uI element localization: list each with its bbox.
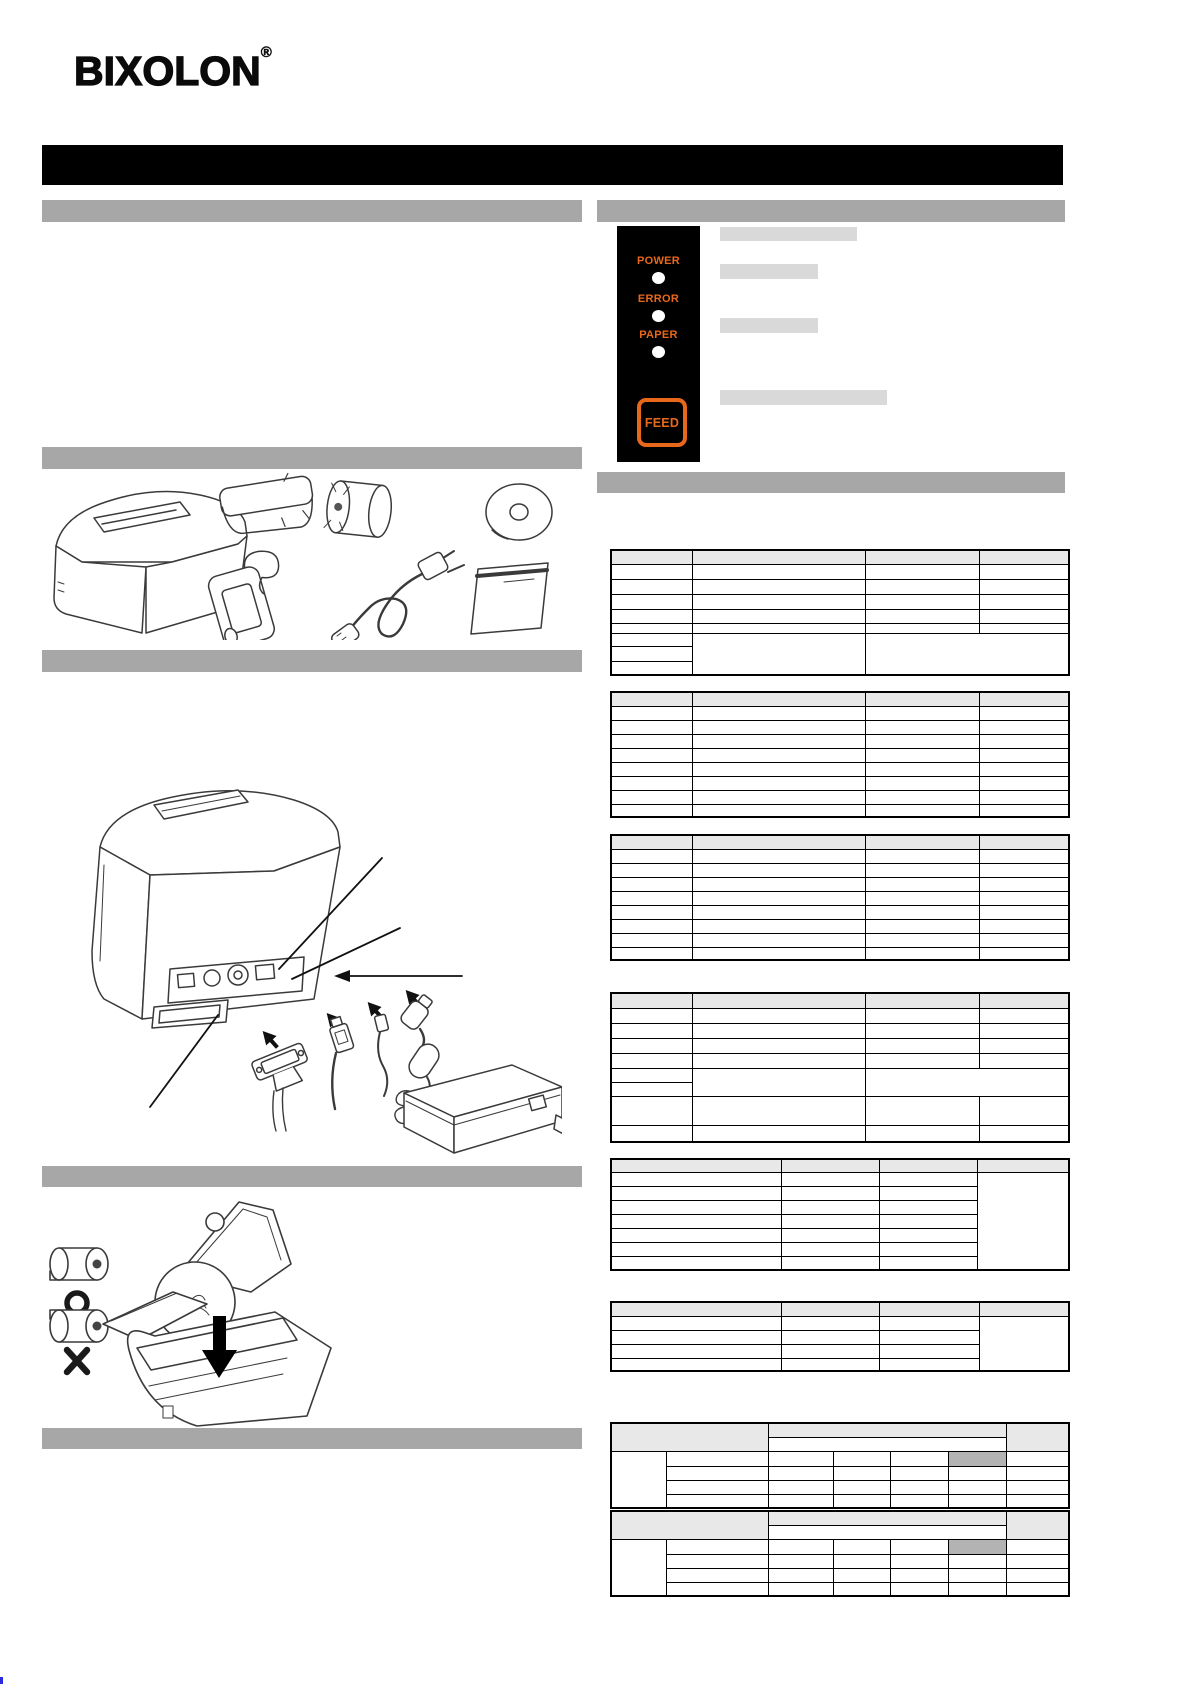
unboxing-items-illustration bbox=[42, 470, 557, 640]
table-cell bbox=[865, 905, 979, 919]
table-cell bbox=[781, 1256, 879, 1270]
table-cell bbox=[692, 564, 865, 579]
table-cell bbox=[833, 1582, 890, 1596]
table-cell bbox=[768, 1525, 1006, 1539]
drawer-cable-illustration bbox=[374, 1014, 389, 1096]
table-header-cell bbox=[692, 835, 865, 849]
table-cell bbox=[879, 1186, 977, 1200]
table-cell bbox=[666, 1466, 768, 1480]
table-cell bbox=[666, 1554, 768, 1568]
table-cell bbox=[1006, 1582, 1069, 1596]
plug-direction-arrow-icon bbox=[257, 1026, 282, 1052]
power-cord-illustration bbox=[330, 551, 464, 640]
table-cell bbox=[666, 1494, 768, 1508]
table-header-cell bbox=[979, 835, 1069, 849]
table-cell bbox=[611, 776, 692, 790]
table-cell bbox=[979, 776, 1069, 790]
table-cell bbox=[833, 1466, 890, 1480]
table-cell bbox=[865, 933, 979, 947]
table-cell bbox=[781, 1358, 879, 1371]
table-cell bbox=[979, 947, 1069, 960]
table-cell bbox=[692, 933, 865, 947]
table-cell bbox=[1006, 1568, 1069, 1582]
table-cell bbox=[879, 1344, 979, 1358]
table-cell bbox=[1006, 1539, 1069, 1554]
table-cell bbox=[611, 594, 692, 609]
table-cell bbox=[611, 1330, 781, 1344]
open-printer-illustration bbox=[103, 1202, 331, 1426]
table-cell bbox=[611, 1451, 666, 1508]
table-cell bbox=[768, 1466, 833, 1480]
scan-artifact-mark bbox=[0, 1677, 3, 1684]
table-cell bbox=[865, 776, 979, 790]
table-header-cell bbox=[611, 993, 692, 1008]
table-cell bbox=[879, 1228, 977, 1242]
table-cell bbox=[781, 1186, 879, 1200]
table-cell bbox=[611, 1256, 781, 1270]
table-cell bbox=[977, 1172, 1069, 1270]
table-cell bbox=[692, 863, 865, 877]
table-header-cell bbox=[979, 550, 1069, 564]
table-header-cell bbox=[865, 692, 979, 706]
matrix-table-2 bbox=[610, 1510, 1070, 1597]
table-cell bbox=[1006, 1554, 1069, 1568]
spec-table-2 bbox=[610, 691, 1070, 818]
table-cell bbox=[666, 1539, 768, 1554]
table-cell bbox=[611, 1200, 781, 1214]
table-cell bbox=[692, 849, 865, 863]
table-cell bbox=[781, 1228, 879, 1242]
table-cell bbox=[879, 1316, 979, 1330]
table-cell bbox=[781, 1316, 879, 1330]
table-cell bbox=[692, 1096, 865, 1125]
table-cell bbox=[611, 762, 692, 776]
table-cell bbox=[833, 1451, 890, 1466]
table-cell bbox=[865, 1053, 979, 1068]
table-cell bbox=[890, 1466, 948, 1480]
table-cell bbox=[1006, 1451, 1069, 1466]
table-header-cell bbox=[879, 1302, 979, 1316]
paper-roll-illustration bbox=[324, 480, 394, 539]
table-header-cell bbox=[768, 1423, 1006, 1437]
table-cell bbox=[611, 564, 692, 579]
table-cell bbox=[692, 919, 865, 933]
table-cell bbox=[865, 579, 979, 594]
table-cell bbox=[611, 1068, 692, 1082]
table-cell bbox=[611, 1539, 666, 1596]
table-cell bbox=[890, 1539, 948, 1554]
table-header-cell bbox=[768, 1511, 1006, 1525]
redacted-text-bar bbox=[720, 264, 818, 279]
table-cell bbox=[865, 947, 979, 960]
table-cell bbox=[692, 579, 865, 594]
table-cell bbox=[979, 762, 1069, 776]
table-cell bbox=[611, 1038, 692, 1053]
table-cell bbox=[611, 1082, 692, 1096]
table-cell bbox=[979, 609, 1069, 623]
table-cell bbox=[979, 623, 1069, 633]
table-cell bbox=[979, 1053, 1069, 1068]
table-cell bbox=[692, 1053, 865, 1068]
table-header-cell bbox=[692, 550, 865, 564]
table-cell bbox=[879, 1172, 977, 1186]
rear-connection-illustration bbox=[42, 775, 562, 1165]
table-cell bbox=[611, 804, 692, 817]
paper-led-icon bbox=[652, 346, 665, 358]
table-cell bbox=[692, 891, 865, 905]
table-cell bbox=[865, 1096, 979, 1125]
table-cell bbox=[879, 1330, 979, 1344]
table-cell bbox=[692, 905, 865, 919]
table-cell bbox=[692, 762, 865, 776]
table-header-cell bbox=[611, 1302, 781, 1316]
table-header-cell bbox=[979, 1302, 1069, 1316]
title-bar bbox=[42, 145, 1063, 185]
error-led-label: ERROR bbox=[637, 293, 680, 305]
table-cell bbox=[611, 905, 692, 919]
section-header-bar bbox=[42, 1166, 582, 1187]
table-cell bbox=[611, 748, 692, 762]
table-cell bbox=[865, 748, 979, 762]
power-led-label: POWER bbox=[636, 255, 681, 267]
table-cell bbox=[833, 1480, 890, 1494]
power-led-icon bbox=[652, 272, 665, 284]
table-cell bbox=[865, 720, 979, 734]
table-highlight-cell bbox=[948, 1539, 1006, 1554]
table-cell bbox=[979, 905, 1069, 919]
table-cell bbox=[611, 661, 692, 675]
callout-arrowhead-icon bbox=[334, 970, 350, 982]
table-cell bbox=[781, 1330, 879, 1344]
table-cell bbox=[692, 633, 865, 675]
table-cell bbox=[692, 1008, 865, 1023]
usb-cable-illustration bbox=[327, 1015, 355, 1109]
table-cell bbox=[692, 748, 865, 762]
table-header-cell bbox=[611, 550, 692, 564]
table-cell bbox=[865, 919, 979, 933]
table-cell bbox=[879, 1200, 977, 1214]
table-header-cell bbox=[611, 1511, 768, 1539]
table-cell bbox=[781, 1214, 879, 1228]
table-cell bbox=[611, 1023, 692, 1038]
table-cell bbox=[611, 891, 692, 905]
table-cell bbox=[781, 1242, 879, 1256]
spec-table-5 bbox=[610, 1158, 1070, 1271]
table-cell bbox=[865, 891, 979, 905]
table-cell bbox=[865, 1068, 1069, 1096]
callout-line bbox=[150, 1015, 218, 1107]
table-cell bbox=[768, 1539, 833, 1554]
table-cell bbox=[979, 706, 1069, 720]
table-highlight-cell bbox=[948, 1451, 1006, 1466]
table-cell bbox=[833, 1554, 890, 1568]
table-header-cell bbox=[865, 550, 979, 564]
table-cell bbox=[611, 863, 692, 877]
table-cell bbox=[865, 623, 979, 633]
table-cell bbox=[865, 734, 979, 748]
table-cell bbox=[979, 594, 1069, 609]
table-cell bbox=[948, 1582, 1006, 1596]
table-cell bbox=[865, 609, 979, 623]
table-cell bbox=[865, 706, 979, 720]
table-cell bbox=[833, 1494, 890, 1508]
cd-illustration bbox=[486, 484, 552, 540]
redacted-text-bar bbox=[720, 390, 887, 405]
table-cell bbox=[768, 1480, 833, 1494]
table-cell bbox=[768, 1582, 833, 1596]
table-cell bbox=[865, 1125, 979, 1142]
paper-led-label: PAPER bbox=[639, 329, 678, 341]
table-cell bbox=[768, 1568, 833, 1582]
section-header-bar bbox=[42, 1428, 582, 1449]
registered-mark: ® bbox=[260, 44, 272, 61]
table-cell bbox=[611, 877, 692, 891]
table-cell bbox=[611, 579, 692, 594]
table-cell bbox=[979, 720, 1069, 734]
paper-roll-correct-icon bbox=[50, 1248, 108, 1280]
table-cell bbox=[611, 734, 692, 748]
section-header-bar bbox=[42, 200, 582, 222]
table-cell bbox=[781, 1200, 879, 1214]
table-cell bbox=[768, 1437, 1006, 1451]
table-cell bbox=[611, 1053, 692, 1068]
table-cell bbox=[611, 1125, 692, 1142]
table-cell bbox=[890, 1568, 948, 1582]
table-header-cell bbox=[865, 835, 979, 849]
table-cell bbox=[611, 1096, 692, 1125]
table-cell bbox=[768, 1451, 833, 1466]
table-cell bbox=[979, 1096, 1069, 1125]
printer-rear-illustration bbox=[92, 790, 340, 1028]
table-cell bbox=[979, 933, 1069, 947]
spec-table-4 bbox=[610, 992, 1070, 1143]
table-cell bbox=[692, 1125, 865, 1142]
redacted-text-bar bbox=[720, 227, 857, 241]
table-header-cell bbox=[979, 993, 1069, 1008]
table-cell bbox=[948, 1568, 1006, 1582]
table-header-cell bbox=[977, 1159, 1069, 1172]
table-cell bbox=[611, 1214, 781, 1228]
table-cell bbox=[979, 1316, 1069, 1371]
table-cell bbox=[979, 1023, 1069, 1038]
table-cell bbox=[890, 1451, 948, 1466]
table-cell bbox=[865, 877, 979, 891]
table-cell bbox=[865, 1008, 979, 1023]
table-cell bbox=[879, 1256, 977, 1270]
table-header-cell bbox=[611, 1423, 768, 1451]
table-cell bbox=[666, 1582, 768, 1596]
table-cell bbox=[611, 919, 692, 933]
table-cell bbox=[611, 933, 692, 947]
table-cell bbox=[890, 1494, 948, 1508]
matrix-table-1 bbox=[610, 1422, 1070, 1509]
table-cell bbox=[666, 1568, 768, 1582]
manual-illustration bbox=[471, 563, 548, 634]
table-cell bbox=[611, 646, 692, 661]
table-cell bbox=[1006, 1494, 1069, 1508]
table-cell bbox=[1006, 1466, 1069, 1480]
table-cell bbox=[692, 1038, 865, 1053]
table-cell bbox=[611, 1228, 781, 1242]
paper-roll-wrong-icon bbox=[50, 1310, 108, 1342]
table-cell bbox=[611, 720, 692, 734]
table-cell bbox=[1006, 1480, 1069, 1494]
table-cell bbox=[768, 1494, 833, 1508]
table-cell bbox=[879, 1358, 979, 1371]
table-cell bbox=[979, 919, 1069, 933]
table-cell bbox=[692, 947, 865, 960]
wrong-cross-icon bbox=[67, 1350, 87, 1372]
table-cell bbox=[979, 564, 1069, 579]
table-header-cell bbox=[692, 692, 865, 706]
section-header-bar bbox=[597, 200, 1065, 222]
table-cell bbox=[692, 720, 865, 734]
table-cell bbox=[692, 623, 865, 633]
table-cell bbox=[979, 734, 1069, 748]
top-cover-illustration bbox=[218, 470, 317, 539]
control-panel-illustration bbox=[617, 226, 700, 462]
table-cell bbox=[611, 790, 692, 804]
table-cell bbox=[768, 1554, 833, 1568]
table-cell bbox=[865, 1038, 979, 1053]
table-cell bbox=[692, 1023, 865, 1038]
table-cell bbox=[611, 1008, 692, 1023]
table-cell bbox=[692, 790, 865, 804]
table-cell bbox=[611, 1186, 781, 1200]
table-cell bbox=[948, 1494, 1006, 1508]
table-cell bbox=[692, 804, 865, 817]
table-cell bbox=[979, 748, 1069, 762]
table-header-cell bbox=[781, 1302, 879, 1316]
spec-table-3 bbox=[610, 834, 1070, 961]
error-led-icon bbox=[652, 310, 665, 322]
feed-button-illustration: FEED bbox=[637, 398, 687, 447]
table-cell bbox=[948, 1554, 1006, 1568]
table-cell bbox=[890, 1480, 948, 1494]
table-cell bbox=[692, 609, 865, 623]
table-header-cell bbox=[879, 1159, 977, 1172]
table-cell bbox=[611, 623, 692, 633]
table-cell bbox=[692, 877, 865, 891]
table-cell bbox=[865, 762, 979, 776]
table-header-cell bbox=[611, 835, 692, 849]
table-cell bbox=[879, 1214, 977, 1228]
paper-loading-illustration bbox=[45, 1200, 555, 1430]
table-cell bbox=[865, 849, 979, 863]
table-cell bbox=[781, 1172, 879, 1186]
table-header-cell bbox=[611, 692, 692, 706]
table-cell bbox=[979, 1008, 1069, 1023]
table-cell bbox=[979, 579, 1069, 594]
table-cell bbox=[979, 891, 1069, 905]
table-cell bbox=[692, 594, 865, 609]
table-header-cell bbox=[611, 1159, 781, 1172]
table-cell bbox=[611, 1344, 781, 1358]
section-header-bar bbox=[42, 447, 582, 469]
table-cell bbox=[865, 863, 979, 877]
table-cell bbox=[979, 863, 1069, 877]
table-cell bbox=[692, 706, 865, 720]
table-cell bbox=[865, 1023, 979, 1038]
redacted-text-bar bbox=[720, 318, 818, 333]
table-cell bbox=[979, 849, 1069, 863]
table-cell bbox=[666, 1451, 768, 1466]
table-cell bbox=[879, 1242, 977, 1256]
table-cell bbox=[611, 706, 692, 720]
table-cell bbox=[979, 804, 1069, 817]
table-cell bbox=[611, 849, 692, 863]
table-header-cell bbox=[979, 692, 1069, 706]
serial-cable-illustration bbox=[251, 1042, 315, 1131]
table-header-cell bbox=[1006, 1423, 1069, 1451]
table-header-cell bbox=[1006, 1511, 1069, 1539]
table-cell bbox=[865, 564, 979, 579]
table-cell bbox=[781, 1344, 879, 1358]
table-cell bbox=[979, 790, 1069, 804]
table-cell bbox=[979, 877, 1069, 891]
spec-table-6 bbox=[610, 1301, 1070, 1372]
table-cell bbox=[692, 776, 865, 790]
table-cell bbox=[865, 790, 979, 804]
table-cell bbox=[948, 1480, 1006, 1494]
table-cell bbox=[833, 1539, 890, 1554]
table-cell bbox=[979, 1038, 1069, 1053]
table-cell bbox=[611, 609, 692, 623]
table-cell bbox=[611, 1316, 781, 1330]
table-cell bbox=[833, 1568, 890, 1582]
section-header-bar bbox=[42, 650, 582, 672]
table-cell bbox=[865, 633, 1069, 675]
table-cell bbox=[890, 1554, 948, 1568]
table-cell bbox=[611, 1172, 781, 1186]
table-cell bbox=[692, 1068, 865, 1096]
logo-text: BIXOLON bbox=[74, 48, 261, 94]
table-cell bbox=[611, 947, 692, 960]
table-cell bbox=[666, 1480, 768, 1494]
spec-table-1 bbox=[610, 549, 1070, 676]
table-header-cell bbox=[781, 1159, 879, 1172]
table-cell bbox=[865, 804, 979, 817]
table-cell bbox=[890, 1582, 948, 1596]
table-cell bbox=[979, 1125, 1069, 1142]
table-header-cell bbox=[865, 993, 979, 1008]
table-cell bbox=[611, 1358, 781, 1371]
table-cell bbox=[948, 1466, 1006, 1480]
section-header-bar bbox=[597, 472, 1065, 493]
table-cell bbox=[611, 1242, 781, 1256]
table-header-cell bbox=[692, 993, 865, 1008]
table-cell bbox=[865, 594, 979, 609]
table-cell bbox=[692, 734, 865, 748]
bixolon-logo bbox=[74, 44, 272, 95]
table-cell bbox=[611, 633, 692, 646]
